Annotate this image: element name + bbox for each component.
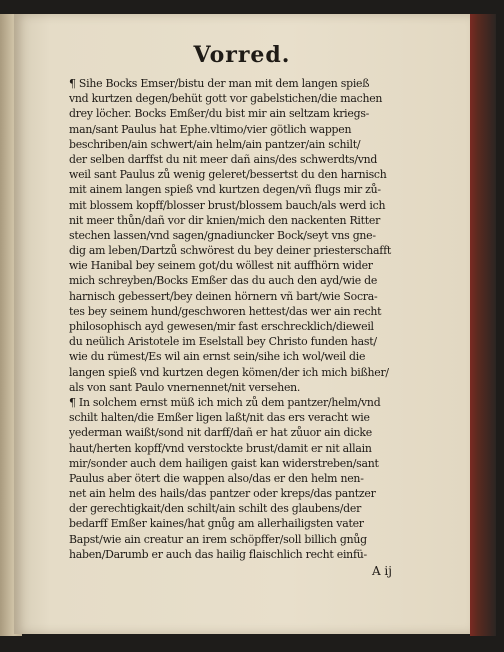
text-line: drey löcher. Bocks Emßer/du bist mir ain seltzam kriegs-	[69, 107, 370, 121]
text-line: vnd kurtzen degen/behüt gott vor gabelstichen/die machen	[69, 92, 383, 106]
text-line: ¶ Sihe Bocks Emser/bistu der man mit dem langen spieß	[69, 77, 370, 90]
text-line: ¶ In solchem ernst müß ich mich zů dem pantzer/helm/vnd	[69, 395, 381, 409]
text-line: langen spieß vnd kurtzen degen kömen/der ich mich bißher/	[69, 365, 389, 379]
text-line: philosophisch ayd gewesen/mir fast erschrecklich/dieweil	[69, 320, 374, 333]
text-line: nit meer thůn/dañ vor dir knien/mich den nackenten Ritter	[69, 213, 381, 227]
text-line: mit blossem kopff/blosser brust/blossem bauch/als werd ich	[69, 198, 386, 212]
text-line: stechen lassen/vnd sagen/gnadiuncker Bock/seyt vns gne-	[69, 228, 376, 242]
text-line: yederman waißt/sond nit darff/dañ er hat zůuor ain dicke	[69, 426, 372, 440]
page-heading: Vorred.	[193, 42, 291, 68]
text-line: mit ainem langen spieß vnd kurtzen degen/vñ flugs mir zů-	[69, 183, 381, 197]
text-line: net ain helm des hails/das pantzer oder kreps/das pantzer	[69, 487, 376, 501]
text-line: der gerechtigkait/den schilt/ain schilt des glaubens/der	[69, 502, 362, 516]
signature-mark: A ij	[371, 564, 392, 578]
text-line: dig am leben/Dartzů schwörest du bey deiner priesterschafft	[69, 244, 391, 258]
text-line: wie Hanibal bey seinem got/du wöllest nit auffhörn wider	[69, 259, 373, 273]
text-line: mir/sonder auch dem hailigen gaist kan widerstreben/sant	[69, 456, 379, 470]
body-text	[69, 76, 464, 562]
text-line: weil sant Paulus zů wenig geleret/bessertst du den harnisch	[69, 168, 387, 182]
text-line: mich schreyben/Bocks Emßer das du auch den ayd/wie de	[69, 274, 378, 288]
text-line: als von sant Paulo vnernennet/nit versehen.	[69, 380, 301, 394]
text-line: Paulus aber ötert die wappen also/das er den helm nen-	[69, 471, 364, 485]
text-line: du neülich Aristotele im Eselstall bey Christo funden hast/	[69, 335, 377, 349]
book-binding-edge	[470, 14, 496, 636]
text-line: bedarff Emßer kaines/hat gnůg am allerhailigsten vater	[69, 517, 364, 531]
book-page	[14, 14, 470, 634]
text-line: man/sant Paulus hat Ephe.vltimo/vier götlich wappen	[69, 122, 352, 136]
text-line: der selben darffst du nit meer dañ ains/des schwerdts/vnd	[69, 152, 378, 166]
text-line: schilt halten/die Emßer ligen laßt/nit das ers veracht wie	[69, 411, 370, 425]
text-line: tes bey seinem hund/geschworen hettest/das wer ain recht	[69, 304, 382, 318]
text-line: harnisch gebessert/bey deinen hörnern vñ bart/wie Socra-	[69, 289, 378, 303]
text-line: beschriben/ain schwert/ain helm/ain pantzer/ain schilt/	[69, 137, 361, 151]
text-line: Bapst/wie ain creatur an irem schöpffer/soll billich gnůg	[69, 532, 367, 546]
text-line: haben/Darumb er auch das hailig flaischlich recht einfü-	[69, 547, 367, 561]
text-line: wie du rümest/Es wil ain ernst sein/sihe ich wol/weil die	[69, 350, 366, 364]
text-line: haut/herten kopff/vnd verstockte brust/damit er nit allain	[69, 441, 372, 455]
